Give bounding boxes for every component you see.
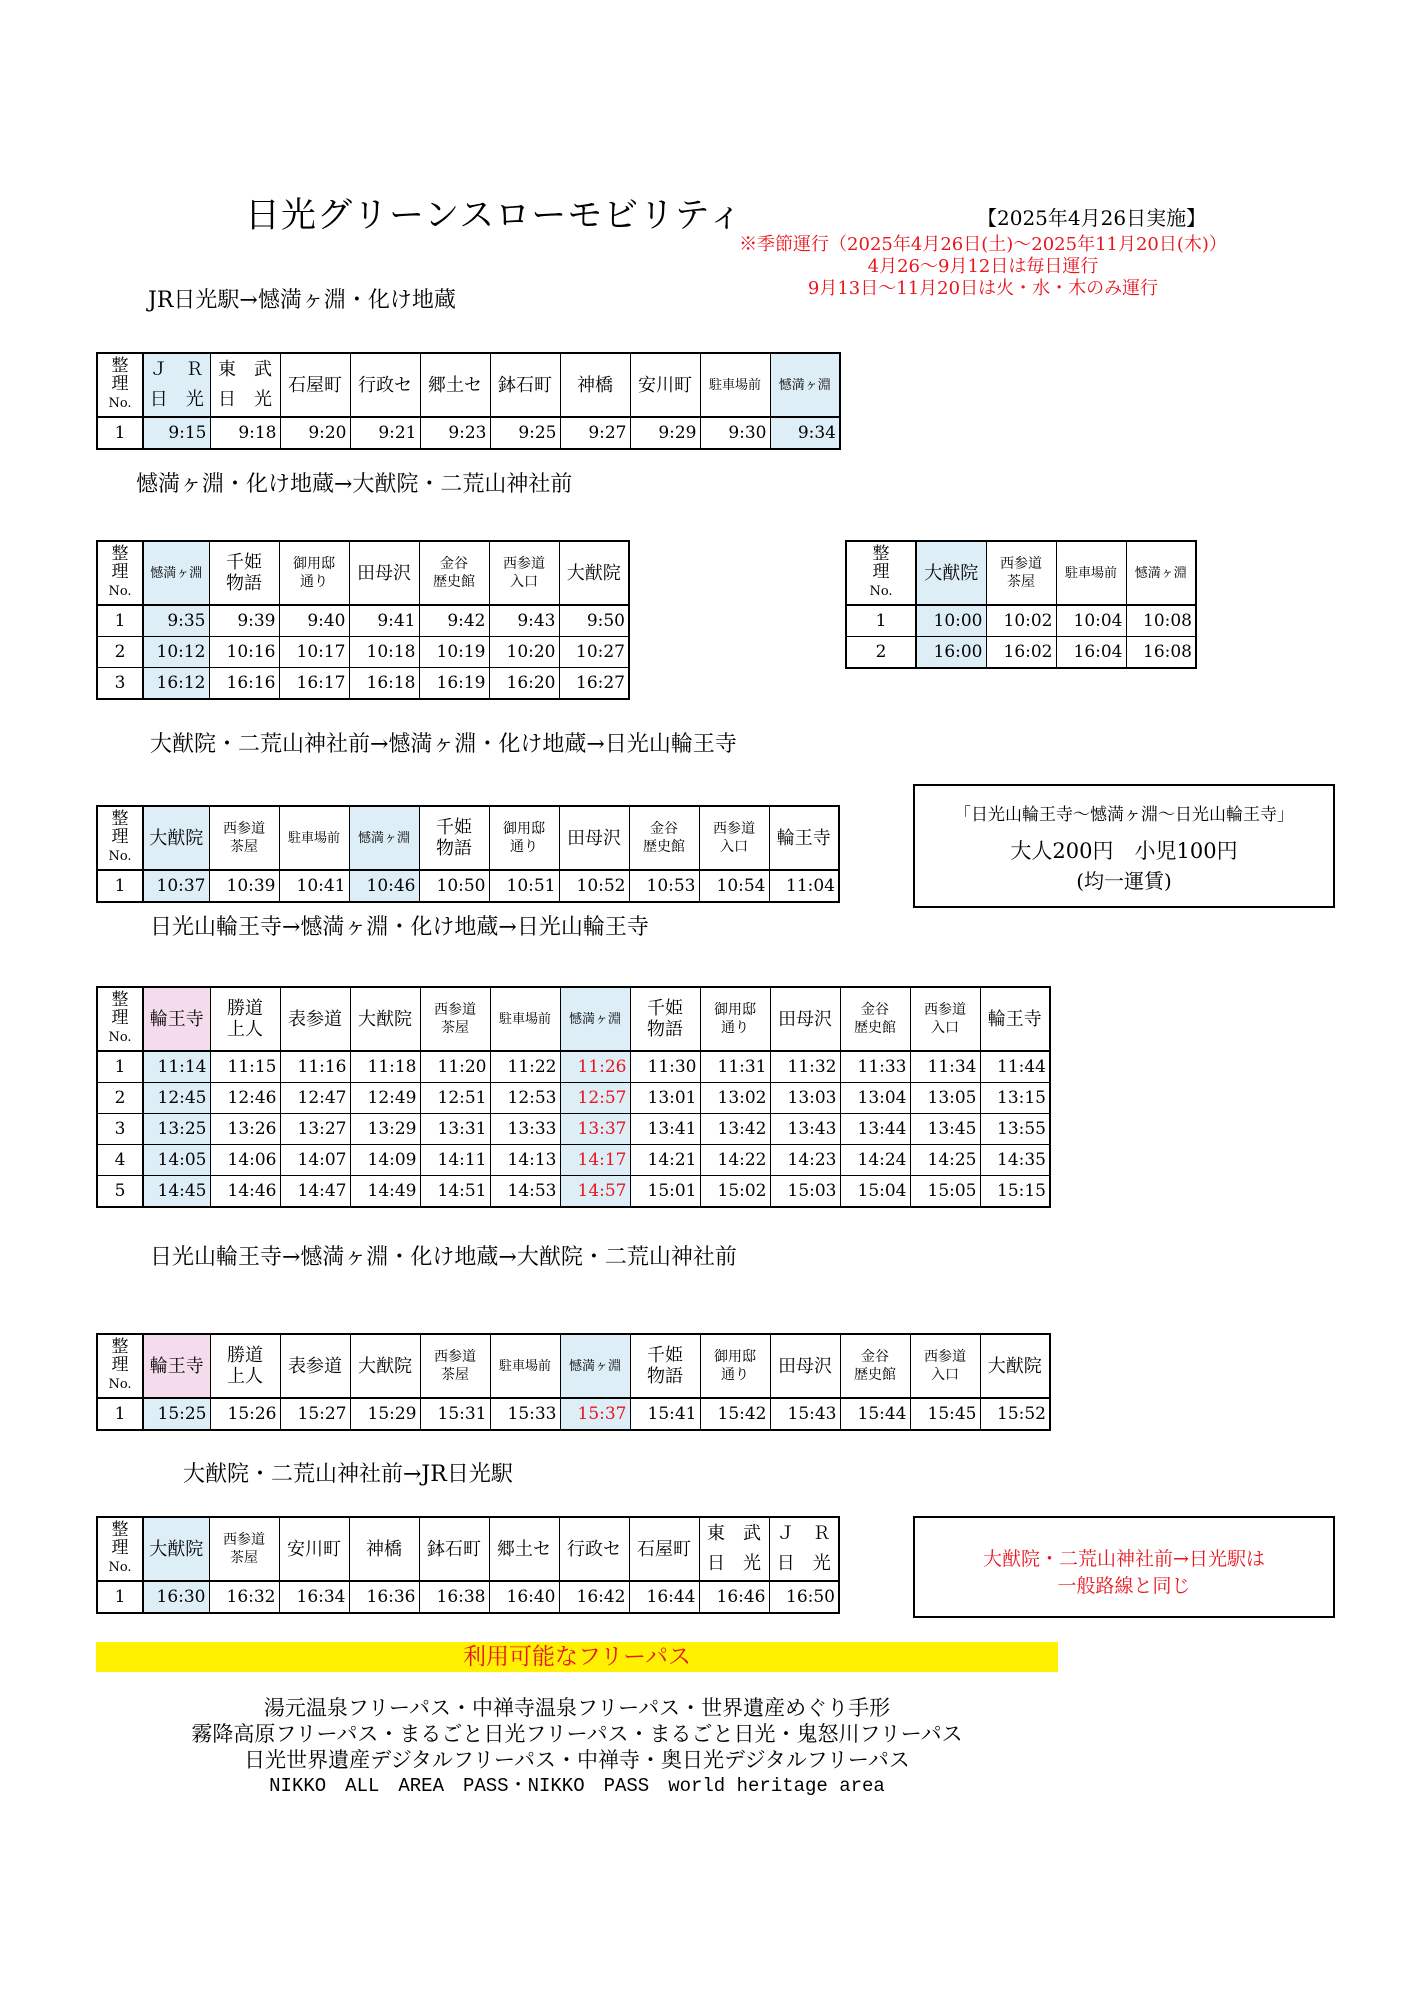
departure-time: 10:19 xyxy=(419,637,489,668)
timetable-rinnoji-loop xyxy=(96,986,1051,1208)
departure-time: 15:42 xyxy=(700,1398,770,1430)
row-number-header-text: No. xyxy=(108,1030,132,1045)
stop-header: 金谷 歴史館 xyxy=(840,987,910,1051)
departure-time: 16:19 xyxy=(419,668,489,700)
table-row xyxy=(97,1176,1050,1208)
departure-time: 14:51 xyxy=(420,1176,490,1208)
stop-header: 大猷院 xyxy=(980,1334,1050,1398)
section-title-6: 大猷院・二荒山神社前→JR日光駅 xyxy=(183,1462,513,1487)
route-note-line: 大猷院・二荒山神社前→日光駅は xyxy=(983,1548,1265,1570)
stop-header: 表参道 xyxy=(280,987,350,1051)
departure-time: 10:04 xyxy=(1056,605,1126,637)
departure-time: 11:31 xyxy=(700,1051,770,1083)
departure-time: 14:35 xyxy=(980,1145,1050,1176)
departure-time: 9:20 xyxy=(280,417,350,449)
departure-time: 11:04 xyxy=(769,870,839,902)
table-header-row xyxy=(97,1517,839,1581)
departure-time: 11:32 xyxy=(770,1051,840,1083)
departure-time: 14:47 xyxy=(280,1176,350,1208)
departure-time: 12:57 xyxy=(560,1083,630,1114)
row-number-header-text: No. xyxy=(108,849,132,864)
fare-note: (均一運賃) xyxy=(1076,869,1172,893)
departure-time: 9:41 xyxy=(349,605,419,637)
departure-time: 13:31 xyxy=(420,1114,490,1145)
departure-time: 12:51 xyxy=(420,1083,490,1114)
stop-header: 石屋町 xyxy=(280,353,350,417)
row-number-header-text: 理 xyxy=(872,562,890,582)
table-row xyxy=(97,605,629,637)
row-number-header-text: No. xyxy=(869,584,893,599)
table-header-row xyxy=(97,541,629,605)
free-pass-line: 湯元温泉フリーパス・中禅寺温泉フリーパス・世界遺産めぐり手形 xyxy=(263,1696,891,1720)
departure-time: 12:46 xyxy=(210,1083,280,1114)
stop-header: 駐車場前 xyxy=(700,353,770,417)
departure-time: 15:37 xyxy=(560,1398,630,1430)
departure-time: 9:15 xyxy=(143,417,210,449)
stop-header: 安川町 xyxy=(279,1517,349,1581)
row-number: 1 xyxy=(97,1051,143,1083)
row-number-header xyxy=(97,987,143,1051)
departure-time: 9:42 xyxy=(419,605,489,637)
stop-header: 西参道 入口 xyxy=(699,806,769,870)
row-number-header-text: No. xyxy=(108,1560,132,1575)
stop-header: 東 武 日 光 xyxy=(699,1517,769,1581)
departure-time: 14:49 xyxy=(350,1176,420,1208)
departure-time: 11:34 xyxy=(910,1051,980,1083)
stop-header: 西参道 茶屋 xyxy=(986,541,1056,605)
season-note-line: 9月13日～11月20日は火・水・木のみ運行 xyxy=(807,278,1159,299)
departure-time: 15:52 xyxy=(980,1398,1050,1430)
departure-time: 14:24 xyxy=(840,1145,910,1176)
timetable-taiyuin-to-rinnoji xyxy=(96,805,840,903)
stop-header: 駐車場前 xyxy=(490,987,560,1051)
departure-time: 9:40 xyxy=(279,605,349,637)
departure-time: 13:44 xyxy=(840,1114,910,1145)
departure-time: 10:46 xyxy=(349,870,419,902)
stop-header: 大猷院 xyxy=(350,1334,420,1398)
row-number-header-text: 理 xyxy=(111,1008,129,1028)
table-row xyxy=(97,417,840,449)
fare-route: 「日光山輪王寺～憾満ヶ淵～日光山輪王寺」 xyxy=(954,805,1294,825)
departure-time: 14:09 xyxy=(350,1145,420,1176)
free-pass-heading: 利用可能なフリーパス xyxy=(96,1642,1058,1672)
table-row xyxy=(97,668,629,700)
table-row xyxy=(97,1581,839,1613)
timetable-taiyuin-to-kanmangafuchi xyxy=(845,540,1197,669)
row-number-header-text: No. xyxy=(108,1377,132,1392)
row-number: 1 xyxy=(97,1398,143,1430)
row-number: 1 xyxy=(97,870,143,902)
stop-header: 憾満ヶ淵 xyxy=(349,806,419,870)
stop-header: 大猷院 xyxy=(916,541,986,605)
departure-time: 9:27 xyxy=(560,417,630,449)
route-note-box xyxy=(913,1516,1335,1618)
departure-time: 10:50 xyxy=(419,870,489,902)
stop-header: 輪王寺 xyxy=(980,987,1050,1051)
route-note-line: 一般路線と同じ xyxy=(1057,1575,1191,1597)
stop-header: 千姫 物語 xyxy=(630,1334,700,1398)
stop-header: 大猷院 xyxy=(559,541,629,605)
row-number-header-text: 整 xyxy=(111,990,129,1010)
stop-header: 田母沢 xyxy=(770,987,840,1051)
departure-time: 14:05 xyxy=(143,1145,210,1176)
table-row xyxy=(97,1398,1050,1430)
departure-time: 16:50 xyxy=(769,1581,839,1613)
departure-time: 13:02 xyxy=(700,1083,770,1114)
departure-time: 16:08 xyxy=(1126,637,1196,669)
departure-time: 16:40 xyxy=(489,1581,559,1613)
departure-time: 14:22 xyxy=(700,1145,770,1176)
departure-time: 9:29 xyxy=(630,417,700,449)
row-number-header-text: 整 xyxy=(872,544,890,564)
departure-time: 9:21 xyxy=(350,417,420,449)
stop-header: 神橋 xyxy=(349,1517,419,1581)
table-row xyxy=(97,1145,1050,1176)
stop-header: 輪王寺 xyxy=(769,806,839,870)
stop-header: 大猷院 xyxy=(350,987,420,1051)
timetable-jr-to-kanmangafuchi xyxy=(96,352,841,450)
stop-header: 駐車場前 xyxy=(1056,541,1126,605)
timetable-kanmangafuchi-to-taiyuin xyxy=(96,540,630,700)
departure-time: 16:12 xyxy=(143,668,209,700)
stop-header: 金谷 歴史館 xyxy=(840,1334,910,1398)
departure-time: 11:33 xyxy=(840,1051,910,1083)
departure-time: 10:39 xyxy=(209,870,279,902)
stop-header: 勝道 上人 xyxy=(210,1334,280,1398)
stop-header: Ｊ Ｒ 日 光 xyxy=(143,353,210,417)
departure-time: 11:30 xyxy=(630,1051,700,1083)
stop-header: 表参道 xyxy=(280,1334,350,1398)
stop-header: 西参道 茶屋 xyxy=(209,1517,279,1581)
stop-header: 千姫 物語 xyxy=(209,541,279,605)
departure-time: 10:20 xyxy=(489,637,559,668)
departure-time: 14:06 xyxy=(210,1145,280,1176)
stop-header: 憾満ヶ淵 xyxy=(1126,541,1196,605)
departure-time: 16:34 xyxy=(279,1581,349,1613)
departure-time: 13:55 xyxy=(980,1114,1050,1145)
departure-time: 10:00 xyxy=(916,605,986,637)
stop-header: 郷土セ xyxy=(489,1517,559,1581)
departure-time: 10:37 xyxy=(143,870,209,902)
row-number-header-text: No. xyxy=(108,584,132,599)
departure-time: 15:27 xyxy=(280,1398,350,1430)
departure-time: 13:43 xyxy=(770,1114,840,1145)
departure-time: 15:45 xyxy=(910,1398,980,1430)
row-number-header-text: 整 xyxy=(111,544,129,564)
table-header-row xyxy=(97,1334,1050,1398)
row-number: 4 xyxy=(97,1145,143,1176)
departure-time: 10:02 xyxy=(986,605,1056,637)
stop-header: 鉢石町 xyxy=(419,1517,489,1581)
season-note-line: 4月26～9月12日は毎日運行 xyxy=(867,256,1099,277)
fare-box xyxy=(913,784,1335,908)
departure-time: 14:57 xyxy=(560,1176,630,1208)
departure-time: 16:00 xyxy=(916,637,986,669)
table-row xyxy=(97,870,839,902)
departure-time: 13:01 xyxy=(630,1083,700,1114)
departure-time: 10:08 xyxy=(1126,605,1196,637)
row-number-header xyxy=(97,541,143,605)
departure-time: 10:54 xyxy=(699,870,769,902)
departure-time: 12:49 xyxy=(350,1083,420,1114)
stop-header: 輪王寺 xyxy=(143,987,210,1051)
departure-time: 9:18 xyxy=(210,417,280,449)
row-number-header-text: 理 xyxy=(111,1538,129,1558)
row-number-header xyxy=(97,353,143,417)
departure-time: 10:12 xyxy=(143,637,209,668)
departure-time: 13:45 xyxy=(910,1114,980,1145)
row-number: 1 xyxy=(97,605,143,637)
departure-time: 15:33 xyxy=(490,1398,560,1430)
departure-time: 15:01 xyxy=(630,1176,700,1208)
row-number-header-text: 整 xyxy=(111,1337,129,1357)
stop-header: 西参道 入口 xyxy=(910,987,980,1051)
departure-time: 9:23 xyxy=(420,417,490,449)
table-row xyxy=(846,637,1196,669)
departure-time: 16:46 xyxy=(699,1581,769,1613)
departure-time: 15:02 xyxy=(700,1176,770,1208)
stop-header: 石屋町 xyxy=(629,1517,699,1581)
departure-time: 13:41 xyxy=(630,1114,700,1145)
row-number-header-text: 理 xyxy=(111,374,129,394)
row-number-header-text: 整 xyxy=(111,1520,129,1540)
stop-header: 憾満ヶ淵 xyxy=(560,987,630,1051)
free-pass-line: 霧降高原フリーパス・まるごと日光フリーパス・まるごと日光・鬼怒川フリーパス xyxy=(191,1722,963,1746)
table-row xyxy=(97,1051,1050,1083)
departure-time: 14:11 xyxy=(420,1145,490,1176)
row-number-header xyxy=(97,806,143,870)
departure-time: 13:37 xyxy=(560,1114,630,1145)
row-number-header-text: 理 xyxy=(111,827,129,847)
departure-time: 14:17 xyxy=(560,1145,630,1176)
fare-prices: 大人200円 小児100円 xyxy=(1010,839,1238,863)
stop-header: 西参道 茶屋 xyxy=(420,987,490,1051)
row-number-header-text: No. xyxy=(108,396,132,411)
departure-time: 15:15 xyxy=(980,1176,1050,1208)
departure-time: 11:14 xyxy=(143,1051,210,1083)
row-number: 1 xyxy=(846,605,916,637)
stop-header: 御用邸 通り xyxy=(700,1334,770,1398)
stop-header: 千姫 物語 xyxy=(419,806,489,870)
departure-time: 16:30 xyxy=(143,1581,209,1613)
stop-header: 鉢石町 xyxy=(490,353,560,417)
departure-time: 14:45 xyxy=(143,1176,210,1208)
stop-header: 田母沢 xyxy=(559,806,629,870)
departure-time: 13:04 xyxy=(840,1083,910,1114)
departure-time: 15:43 xyxy=(770,1398,840,1430)
stop-header: 東 武 日 光 xyxy=(210,353,280,417)
section-title-3: 大猷院・二荒山神社前→憾満ヶ淵・化け地蔵→日光山輪王寺 xyxy=(150,732,737,757)
departure-time: 13:03 xyxy=(770,1083,840,1114)
table-header-row xyxy=(97,987,1050,1051)
departure-time: 14:07 xyxy=(280,1145,350,1176)
stop-header: 大猷院 xyxy=(143,1517,209,1581)
stop-header: 田母沢 xyxy=(349,541,419,605)
departure-time: 15:25 xyxy=(143,1398,210,1430)
stop-header: 金谷 歴史館 xyxy=(419,541,489,605)
stop-header: 大猷院 xyxy=(143,806,209,870)
row-number-header xyxy=(97,1334,143,1398)
departure-time: 14:21 xyxy=(630,1145,700,1176)
departure-time: 13:25 xyxy=(143,1114,210,1145)
row-number: 2 xyxy=(97,1083,143,1114)
departure-time: 15:26 xyxy=(210,1398,280,1430)
row-number: 1 xyxy=(97,1581,143,1613)
table-row xyxy=(97,1114,1050,1145)
stop-header: 郷土セ xyxy=(420,353,490,417)
row-number: 3 xyxy=(97,668,143,700)
departure-time: 15:04 xyxy=(840,1176,910,1208)
row-number-header-text: 整 xyxy=(111,809,129,829)
departure-time: 10:41 xyxy=(279,870,349,902)
departure-time: 13:27 xyxy=(280,1114,350,1145)
departure-time: 11:15 xyxy=(210,1051,280,1083)
departure-time: 9:30 xyxy=(700,417,770,449)
departure-time: 11:20 xyxy=(420,1051,490,1083)
stop-header: 憾満ヶ淵 xyxy=(770,353,840,417)
stop-header: 安川町 xyxy=(630,353,700,417)
free-pass-line: 日光世界遺産デジタルフリーパス・中禅寺・奥日光デジタルフリーパス xyxy=(244,1748,910,1772)
page-title: 日光グリーンスローモビリティ xyxy=(245,196,744,236)
departure-time: 11:44 xyxy=(980,1051,1050,1083)
departure-time: 9:43 xyxy=(489,605,559,637)
timetable-rinnoji-to-taiyuin xyxy=(96,1333,1051,1431)
stop-header: 勝道 上人 xyxy=(210,987,280,1051)
row-number: 2 xyxy=(846,637,916,669)
departure-time: 10:52 xyxy=(559,870,629,902)
departure-time: 14:53 xyxy=(490,1176,560,1208)
departure-time: 16:36 xyxy=(349,1581,419,1613)
departure-time: 14:23 xyxy=(770,1145,840,1176)
departure-time: 15:31 xyxy=(420,1398,490,1430)
departure-time: 12:45 xyxy=(143,1083,210,1114)
section-title-2: 憾満ヶ淵・化け地蔵→大猷院・二荒山神社前 xyxy=(136,472,573,497)
departure-time: 9:34 xyxy=(770,417,840,449)
departure-time: 15:41 xyxy=(630,1398,700,1430)
row-number: 3 xyxy=(97,1114,143,1145)
departure-time: 15:03 xyxy=(770,1176,840,1208)
departure-time: 16:32 xyxy=(209,1581,279,1613)
stop-header: 御用邸 通り xyxy=(700,987,770,1051)
stop-header: 行政セ xyxy=(350,353,420,417)
departure-time: 14:25 xyxy=(910,1145,980,1176)
departure-time: 15:05 xyxy=(910,1176,980,1208)
departure-time: 16:02 xyxy=(986,637,1056,669)
departure-time: 13:33 xyxy=(490,1114,560,1145)
table-row xyxy=(97,637,629,668)
row-number-header-text: 理 xyxy=(111,1355,129,1375)
section-title-4: 日光山輪王寺→憾満ヶ淵・化け地蔵→日光山輪王寺 xyxy=(150,915,649,940)
free-pass-list xyxy=(96,1695,1058,1799)
departure-time: 16:44 xyxy=(629,1581,699,1613)
stop-header: 行政セ xyxy=(559,1517,629,1581)
stop-header: 憾満ヶ淵 xyxy=(560,1334,630,1398)
departure-time: 10:27 xyxy=(559,637,629,668)
stop-header: 西参道 茶屋 xyxy=(420,1334,490,1398)
stop-header: 駐車場前 xyxy=(490,1334,560,1398)
row-number-header xyxy=(846,541,916,605)
departure-time: 16:38 xyxy=(419,1581,489,1613)
stop-header: 神橋 xyxy=(560,353,630,417)
stop-header: 西参道 入口 xyxy=(489,541,559,605)
departure-time: 10:53 xyxy=(629,870,699,902)
departure-time: 9:50 xyxy=(559,605,629,637)
section-title-1: JR日光駅→憾満ヶ淵・化け地蔵 xyxy=(148,288,456,313)
departure-time: 16:18 xyxy=(349,668,419,700)
departure-time: 10:16 xyxy=(209,637,279,668)
table-header-row xyxy=(846,541,1196,605)
departure-time: 12:47 xyxy=(280,1083,350,1114)
departure-time: 16:20 xyxy=(489,668,559,700)
stop-header: 西参道 茶屋 xyxy=(209,806,279,870)
departure-time: 9:39 xyxy=(209,605,279,637)
departure-time: 11:26 xyxy=(560,1051,630,1083)
departure-time: 10:18 xyxy=(349,637,419,668)
row-number: 1 xyxy=(97,417,143,449)
departure-time: 13:15 xyxy=(980,1083,1050,1114)
departure-time: 13:29 xyxy=(350,1114,420,1145)
departure-time: 13:42 xyxy=(700,1114,770,1145)
row-number: 2 xyxy=(97,637,143,668)
stop-header: 輪王寺 xyxy=(143,1334,210,1398)
stop-header: Ｊ Ｒ 日 光 xyxy=(769,1517,839,1581)
stop-header: 千姫 物語 xyxy=(630,987,700,1051)
departure-time: 13:26 xyxy=(210,1114,280,1145)
stop-header: 金谷 歴史館 xyxy=(629,806,699,870)
row-number-header-text: 理 xyxy=(111,562,129,582)
departure-time: 16:16 xyxy=(209,668,279,700)
stop-header: 西参道 入口 xyxy=(910,1334,980,1398)
departure-time: 11:22 xyxy=(490,1051,560,1083)
effective-date: 【2025年4月26日実施】 xyxy=(977,206,1207,230)
departure-time: 16:17 xyxy=(279,668,349,700)
row-number: 5 xyxy=(97,1176,143,1208)
departure-time: 11:18 xyxy=(350,1051,420,1083)
stop-header: 駐車場前 xyxy=(279,806,349,870)
departure-time: 14:13 xyxy=(490,1145,560,1176)
departure-time: 12:53 xyxy=(490,1083,560,1114)
section-title-5: 日光山輪王寺→憾満ヶ淵・化け地蔵→大猷院・二荒山神社前 xyxy=(150,1245,737,1270)
row-number-header xyxy=(97,1517,143,1581)
free-pass-line: NIKKO ALL AREA PASS・NIKKO PASS world heritage area xyxy=(269,1775,885,1797)
departure-time: 11:16 xyxy=(280,1051,350,1083)
season-note xyxy=(718,234,1248,300)
season-note-line: ※季節運行（2025年4月26日(土)～2025年11月20日(木)） xyxy=(739,234,1227,255)
row-number-header-text: 整 xyxy=(111,356,129,376)
table-row xyxy=(846,605,1196,637)
departure-time: 15:29 xyxy=(350,1398,420,1430)
departure-time: 15:44 xyxy=(840,1398,910,1430)
table-row xyxy=(97,1083,1050,1114)
stop-header: 御用邸 通り xyxy=(489,806,559,870)
stop-header: 御用邸 通り xyxy=(279,541,349,605)
table-header-row xyxy=(97,353,840,417)
departure-time: 16:42 xyxy=(559,1581,629,1613)
departure-time: 14:46 xyxy=(210,1176,280,1208)
departure-time: 9:35 xyxy=(143,605,209,637)
departure-time: 16:27 xyxy=(559,668,629,700)
table-header-row xyxy=(97,806,839,870)
timetable-taiyuin-to-jr xyxy=(96,1516,840,1614)
stop-header: 憾満ヶ淵 xyxy=(143,541,209,605)
stop-header: 田母沢 xyxy=(770,1334,840,1398)
departure-time: 10:51 xyxy=(489,870,559,902)
departure-time: 10:17 xyxy=(279,637,349,668)
departure-time: 16:04 xyxy=(1056,637,1126,669)
departure-time: 9:25 xyxy=(490,417,560,449)
departure-time: 13:05 xyxy=(910,1083,980,1114)
